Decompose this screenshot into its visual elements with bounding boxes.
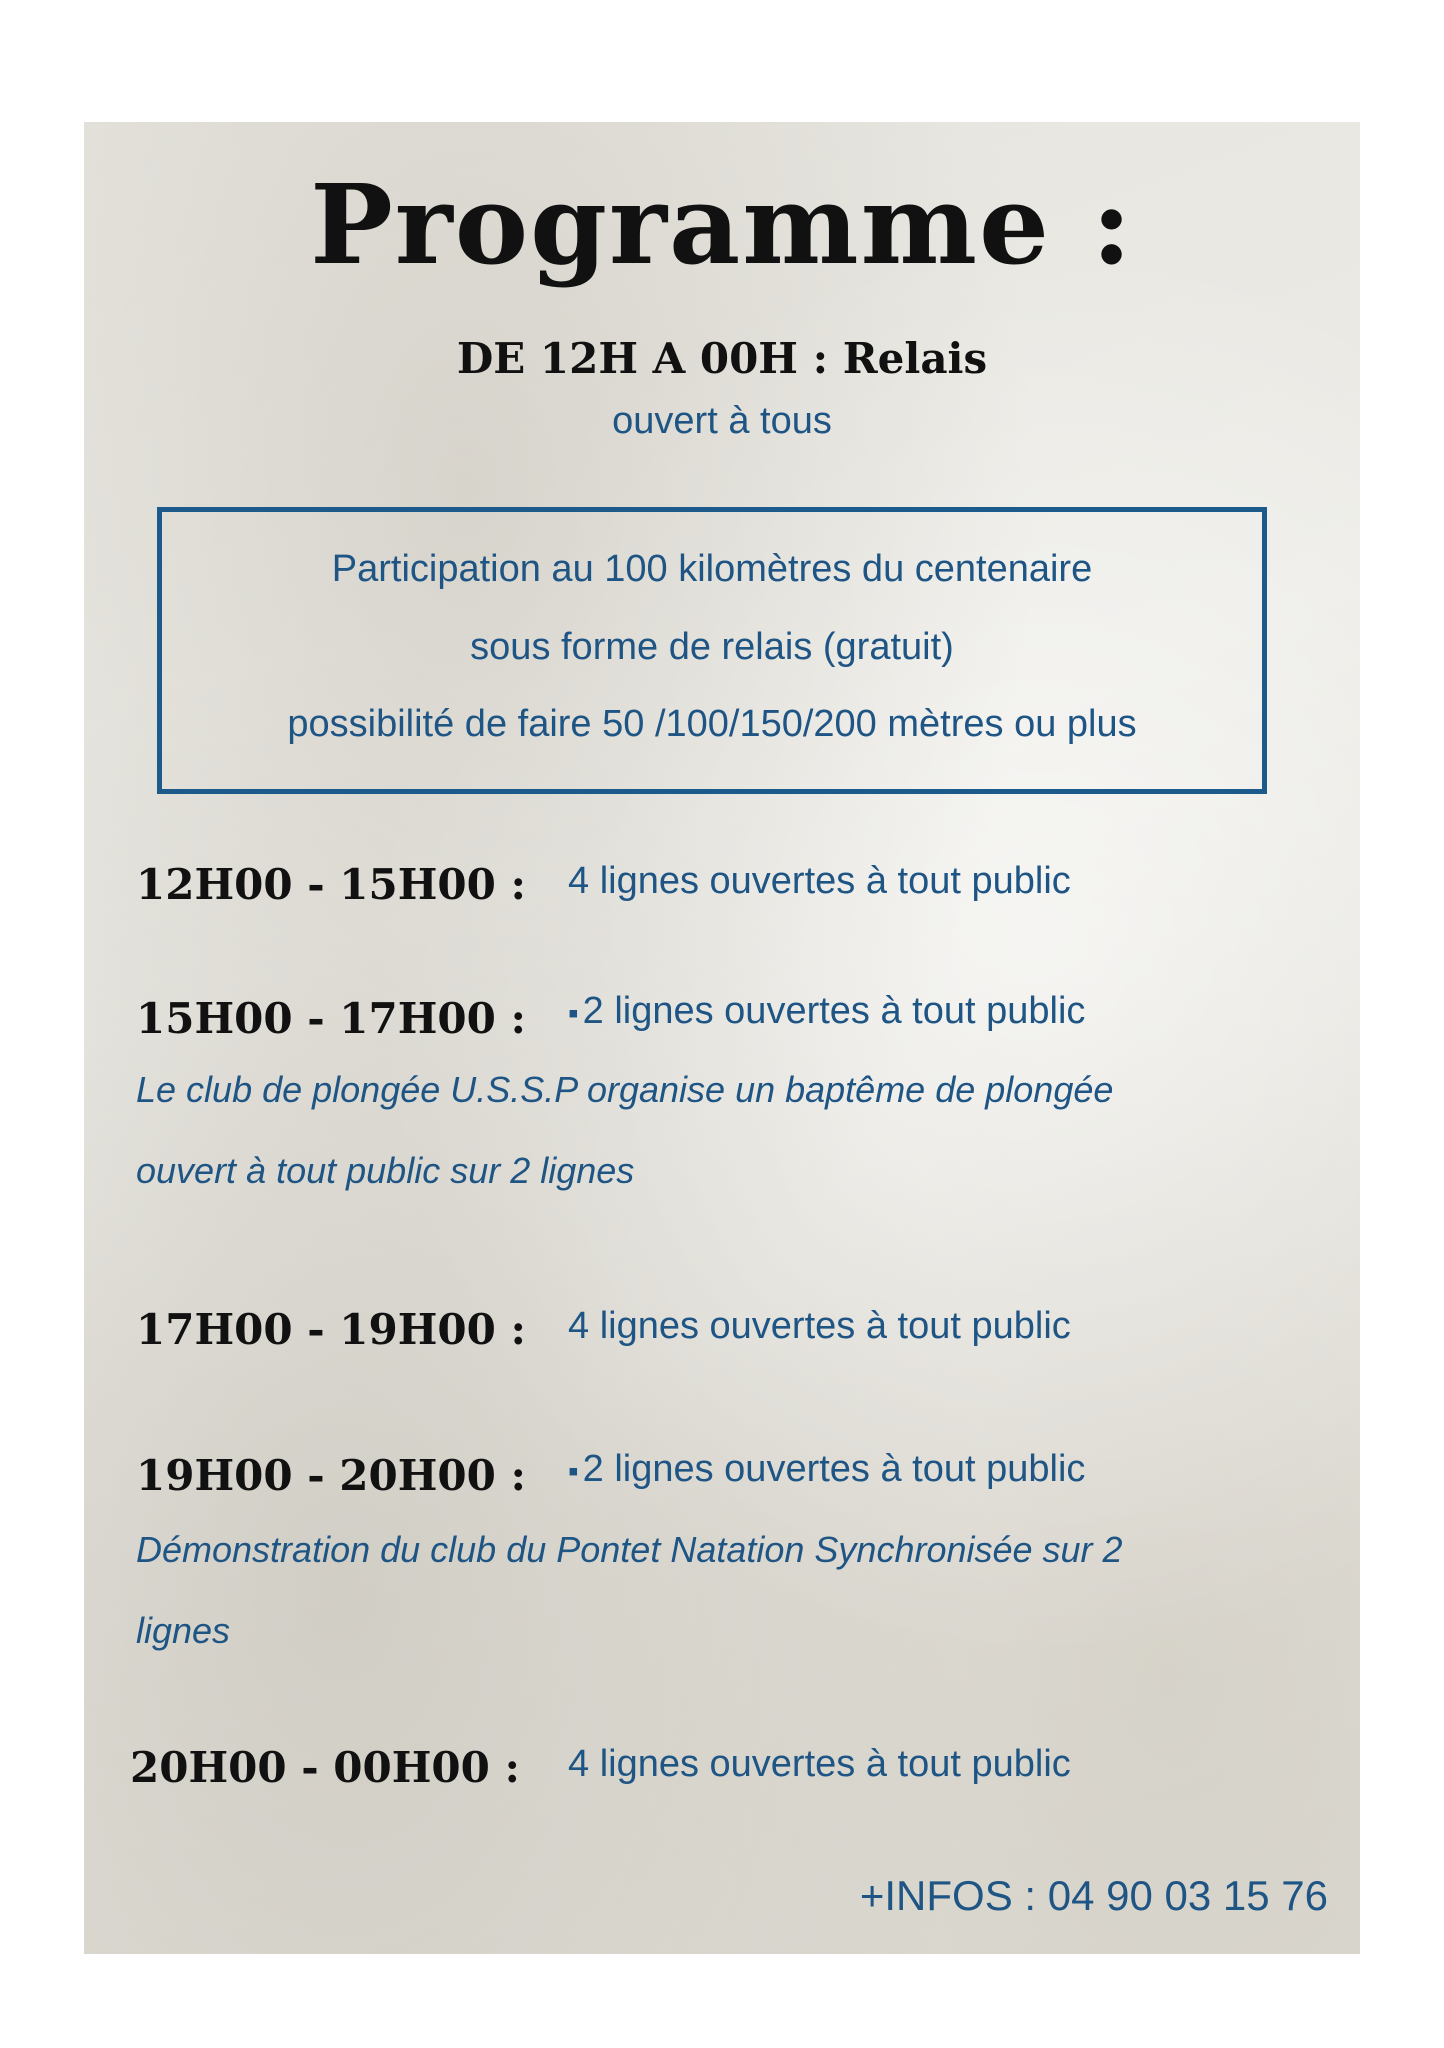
schedule-time: 17H00 - 19H00 :	[136, 1305, 526, 1354]
schedule-time: 15H00 - 17H00 :	[136, 994, 526, 1043]
schedule-description	[568, 992, 1085, 1030]
schedule-note: lignes	[136, 1610, 231, 1651]
schedule-description	[568, 1745, 1071, 1783]
relay-heading: DE 12H A 00H : Relais	[456, 334, 988, 383]
schedule-time: 20H00 - 00H00 :	[130, 1743, 520, 1792]
schedule-time: 19H00 - 20H00 :	[136, 1451, 526, 1500]
schedule-description-text: 4 lignes ouvertes à tout public	[568, 1743, 1071, 1785]
schedule-description	[568, 1307, 1071, 1345]
info-box-line: sous forme de relais (gratuit)	[470, 626, 954, 668]
schedule-time: 12H00 - 15H00 :	[136, 860, 526, 909]
poster	[84, 122, 1360, 1954]
schedule-note: ouvert à tout public sur 2 lignes	[136, 1150, 635, 1191]
info-box	[157, 507, 1267, 794]
bullet-icon: ▪	[568, 1455, 579, 1488]
schedule-description-text: 4 lignes ouvertes à tout public	[568, 1305, 1071, 1347]
relay-subheading: ouvert à tous	[612, 400, 832, 442]
schedule-description	[568, 1450, 1085, 1488]
schedule-note: Le club de plongée U.S.S.P organise un baptême de plongée	[136, 1069, 1114, 1110]
schedule-note: Démonstration du club du Pontet Natation Synchronisée sur 2	[136, 1529, 1123, 1570]
schedule-description-text: 4 lignes ouvertes à tout public	[568, 860, 1071, 902]
info-box-line: Participation au 100 kilomètres du centenaire	[331, 548, 1093, 590]
schedule-description-text: 2 lignes ouvertes à tout public	[582, 1448, 1086, 1490]
contact-info: +INFOS : 04 90 03 15 76	[859, 1872, 1328, 1919]
info-box-line: possibilité de faire 50 /100/150/200 mètres ou plus	[287, 703, 1137, 745]
page-title: Programme :	[310, 160, 1134, 289]
schedule-description	[568, 862, 1071, 900]
schedule-description-text: 2 lignes ouvertes à tout public	[582, 990, 1086, 1032]
bullet-icon: ▪	[568, 997, 579, 1030]
